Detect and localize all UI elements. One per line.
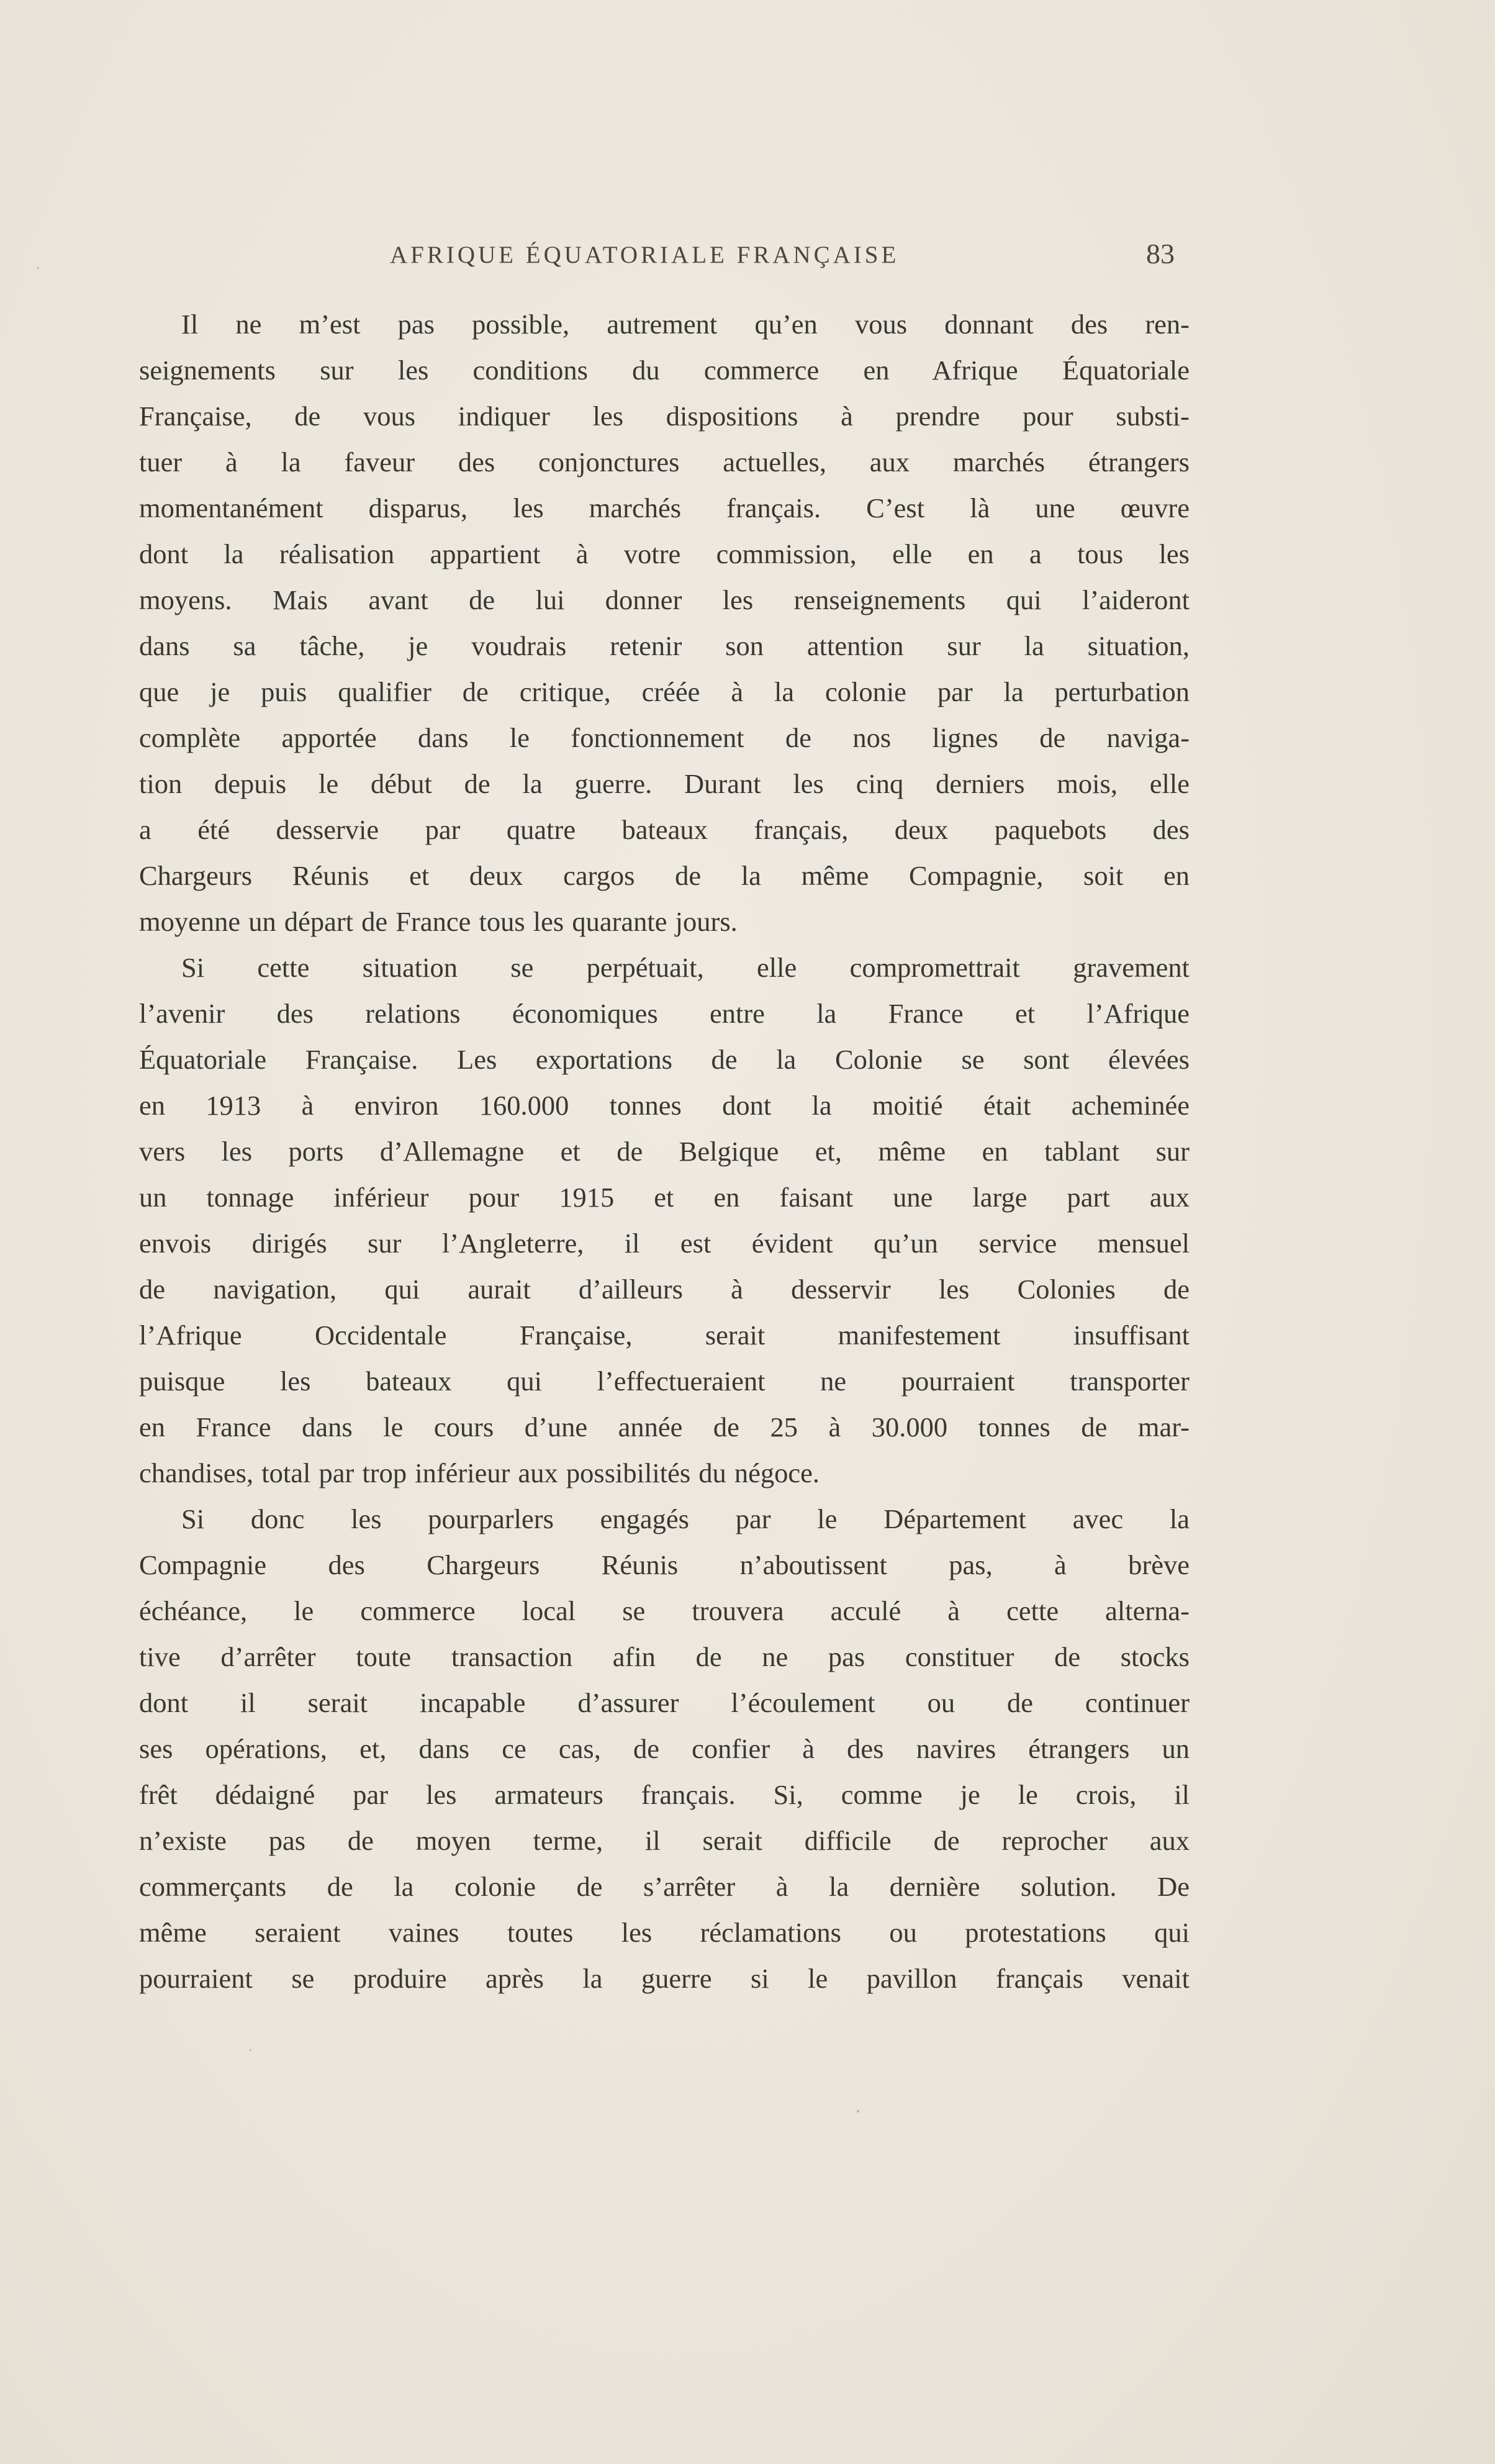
text-line: n’existe pas de moyen terme, il serait difficile de reprocher aux	[139, 1825, 1190, 1856]
text-line: en 1913 à environ 160.000 tonnes dont la moitié était acheminée	[139, 1090, 1190, 1121]
text-line: Compagnie des Chargeurs Réunis n’aboutissent pas, à brève	[139, 1549, 1190, 1580]
text-line: un tonnage inférieur pour 1915 et en faisant une large part aux	[139, 1182, 1190, 1213]
text-line: moyens. Mais avant de lui donner les renseignements qui l’aideront	[139, 584, 1190, 615]
text-line: pourraient se produire après la guerre si le pavillon français venait	[139, 1963, 1190, 1994]
text-line: envois dirigés sur l’Angleterre, il est évident qu’un service mensuel	[139, 1228, 1190, 1259]
text-line: chandises, total par trop inférieur aux possibilités du négoce.	[139, 1457, 820, 1488]
text-line: de navigation, qui aurait d’ailleurs à desservir les Colonies de	[139, 1274, 1190, 1305]
text-line: en France dans le cours d’une année de 25 à 30.000 tonnes de mar-	[139, 1411, 1190, 1443]
running-head	[171, 238, 1175, 278]
text-line: échéance, le commerce local se trouvera acculé à cette alterna-	[139, 1595, 1190, 1626]
paper-speck	[37, 267, 39, 269]
text-line: Si donc les pourparlers engagés par le Département avec la	[181, 1503, 1190, 1534]
text-line: tive d’arrêter toute transaction afin de ne pas constituer de stocks	[139, 1641, 1190, 1672]
body-text	[139, 301, 1190, 2001]
paper-speck	[857, 2110, 859, 2113]
text-line: que je puis qualifier de critique, créée à la colonie par la perturbation	[139, 676, 1190, 707]
text-line: Équatoriale Française. Les exportations de la Colonie se sont élevées	[139, 1044, 1190, 1075]
text-line: commerçants de la colonie de s’arrêter à la dernière solution. De	[139, 1871, 1190, 1902]
text-line: dans sa tâche, je voudrais retenir son attention sur la situation,	[139, 630, 1190, 661]
text-line: l’Afrique Occidentale Française, serait manifestement insuffisant	[139, 1320, 1190, 1351]
paper-speck	[250, 2049, 251, 2051]
text-line: ses opérations, et, dans ce cas, de confier à des navires étrangers un	[139, 1733, 1190, 1764]
running-title: AFRIQUE ÉQUATORIALE FRANÇAISE	[390, 242, 900, 268]
text-line: dont la réalisation appartient à votre commission, elle en a tous les	[139, 538, 1190, 569]
text-line: Si cette situation se perpétuait, elle compromettrait gravement	[181, 952, 1190, 983]
text-line: Il ne m’est pas possible, autrement qu’en vous donnant des ren-	[181, 309, 1190, 340]
text-line: seignements sur les conditions du commerce en Afrique Équatoriale	[139, 355, 1190, 386]
text-line: l’avenir des relations économiques entre la France et l’Afrique	[139, 998, 1190, 1029]
text-line: dont il serait incapable d’assurer l’écoulement ou de continuer	[139, 1687, 1190, 1718]
text-line: tion depuis le début de la guerre. Durant les cinq derniers mois, elle	[139, 768, 1190, 799]
text-line: complète apportée dans le fonctionnement de nos lignes de naviga-	[139, 722, 1190, 753]
text-line: tuer à la faveur des conjonctures actuelles, aux marchés étrangers	[139, 446, 1190, 478]
text-line: vers les ports d’Allemagne et de Belgique et, même en tablant sur	[139, 1136, 1190, 1167]
text-line: Française, de vous indiquer les dispositions à prendre pour substi-	[139, 401, 1190, 432]
page-number: 83	[1146, 238, 1175, 270]
text-line: frêt dédaigné par les armateurs français. Si, comme je le crois, il	[139, 1779, 1190, 1810]
text-line: même seraient vaines toutes les réclamations ou protestations qui	[139, 1917, 1190, 1948]
text-line: a été desservie par quatre bateaux français, deux paquebots des	[139, 814, 1190, 845]
text-line: moyenne un départ de France tous les quarante jours.	[139, 906, 738, 937]
text-line: puisque les bateaux qui l’effectueraient ne pourraient transporter	[139, 1366, 1190, 1397]
text-line: Chargeurs Réunis et deux cargos de la même Compagnie, soit en	[139, 860, 1190, 891]
text-line: momentanément disparus, les marchés français. C’est là une œuvre	[139, 492, 1190, 523]
